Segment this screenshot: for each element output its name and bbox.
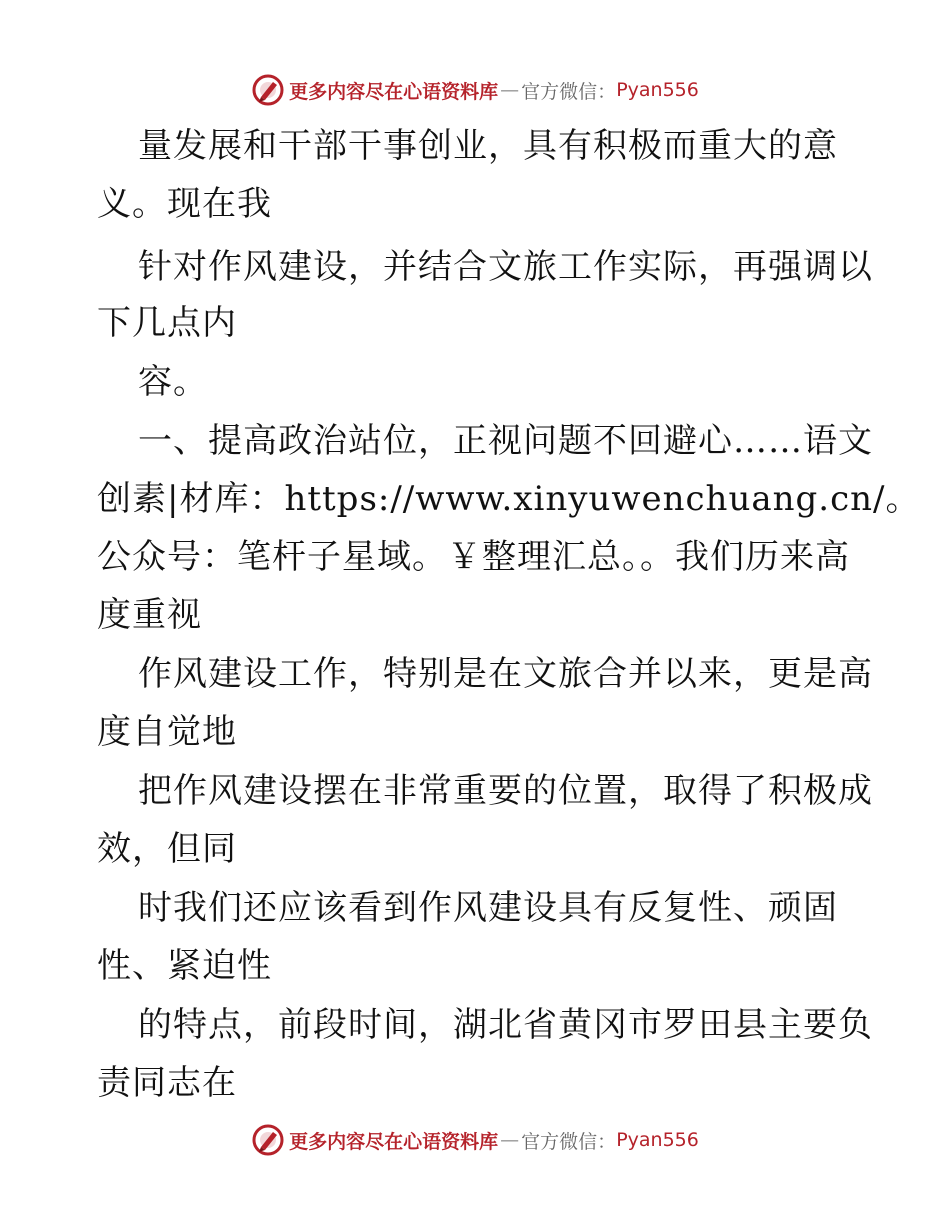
body-line: 责同志在	[97, 1063, 237, 1103]
body-line: 时我们还应该看到作风建设具有反复性、顽固	[138, 888, 838, 928]
body-line: 作风建设工作，特别是在文旅合并以来，更是高	[138, 654, 873, 694]
body-line: 性、紧迫性	[97, 946, 272, 986]
body-line: 针对作风建设，并结合文旅工作实际，再强调以	[138, 247, 873, 287]
body-line: 量发展和干部干事创业，具有积极而重大的意	[138, 126, 838, 166]
body-line: 把作风建设摆在非常重要的位置，取得了积极成	[138, 771, 873, 811]
footer-wechat-label: 官方微信：	[521, 1130, 617, 1153]
header-wechat-label: 官方微信：	[521, 80, 617, 103]
body-line: 容。	[138, 362, 208, 402]
body-line: 公众号：笔杆子星域。￥整理汇总。。我们历来高	[97, 537, 850, 577]
body-line: 下几点内	[97, 303, 237, 343]
footer-brand-dash: —	[500, 1129, 520, 1151]
brand-logo-icon	[251, 1123, 285, 1157]
body-line: 的特点，前段时间，湖北省黄冈市罗田县主要负	[138, 1005, 873, 1045]
body-line: 创素|材库：https://www.xinyuwenchuang.cn/。	[97, 479, 921, 519]
footer-brand-name: 更多内容尽在心语资料库	[289, 1130, 499, 1153]
header-wechat-id: Pyan556	[616, 79, 699, 101]
header-brand-dash: —	[500, 79, 520, 101]
body-line: 效，但同	[97, 829, 237, 869]
page-header	[0, 70, 950, 110]
brand-logo-icon	[251, 73, 285, 107]
body-line: 一、提高政治站位，正视问题不回避心……语文	[138, 421, 873, 461]
footer-wechat-id: Pyan556	[616, 1129, 699, 1151]
body-line: 度自觉地	[97, 712, 237, 752]
header-brand-name: 更多内容尽在心语资料库	[289, 80, 499, 103]
body-line: 度重视	[97, 595, 202, 635]
page-footer	[0, 1120, 950, 1160]
body-line: 义。现在我	[97, 184, 272, 224]
